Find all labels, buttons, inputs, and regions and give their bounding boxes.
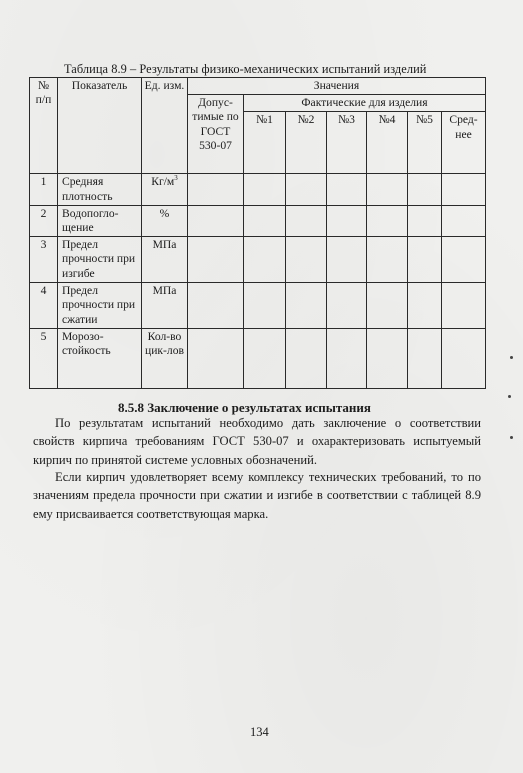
header-sample-3: №3	[327, 112, 367, 174]
scan-speck	[510, 436, 513, 439]
row-indicator: Предел прочности при сжатии	[58, 283, 142, 329]
row-indicator: Предел прочности при изгибе	[58, 237, 142, 283]
row-unit: МПа	[142, 283, 188, 329]
row-unit: %	[142, 205, 188, 236]
header-sample-4: №4	[367, 112, 408, 174]
row-indicator: Водопогло-щение	[58, 205, 142, 236]
results-table	[29, 77, 486, 389]
scan-speck	[508, 395, 511, 398]
header-values: Значения	[188, 78, 486, 95]
table-row	[30, 237, 486, 283]
row-unit: Кол-во цик-лов	[142, 329, 188, 389]
header-num: № п/п	[30, 78, 58, 174]
row-num: 3	[30, 237, 58, 283]
header-sample-2: №2	[286, 112, 327, 174]
table-caption: Таблица 8.9 – Результаты физико-механических испытаний изделий	[64, 62, 427, 76]
page-number: 134	[250, 725, 269, 739]
table-row	[30, 329, 486, 389]
header-actual: Фактические для изделия	[244, 95, 486, 112]
row-indicator: Средняя плотность	[58, 174, 142, 205]
header-indicator: Показатель	[58, 78, 142, 174]
row-indicator: Морозо-стойкость	[58, 329, 142, 389]
header-sample-5: №5	[408, 112, 442, 174]
header-allowed: Допус-тимые по ГОСТ 530-07	[188, 95, 244, 174]
header-sample-1: №1	[244, 112, 286, 174]
table-row	[30, 205, 486, 236]
row-num: 4	[30, 283, 58, 329]
paragraph-grade: Если кирпич удовлетворяет всему комплексу технических требований, то по значениям предела прочности при сжатии и изгибе в соответствии с таблицей 8.9 ему присваивается соответствующая марка.	[33, 470, 481, 521]
row-num: 5	[30, 329, 58, 389]
table-row	[30, 174, 486, 205]
header-average: Сред-нее	[442, 112, 486, 174]
paragraph-conclusion: По результатам испытаний необходимо дать заключение о соответствии свойств кирпича требованиям ГОСТ 530-07 и охарактеризовать испытуемый кирпич по принятой системе условных обозначений.	[33, 416, 481, 467]
section-heading: 8.5.8 Заключение о результатах испытания	[118, 400, 371, 415]
row-num: 1	[30, 174, 58, 205]
scan-speck	[510, 356, 513, 359]
row-unit: МПа	[142, 237, 188, 283]
header-unit: Ед. изм.	[142, 78, 188, 174]
row-num: 2	[30, 205, 58, 236]
row-unit: $Кг/м^3$	[142, 174, 188, 205]
table-row	[30, 283, 486, 329]
